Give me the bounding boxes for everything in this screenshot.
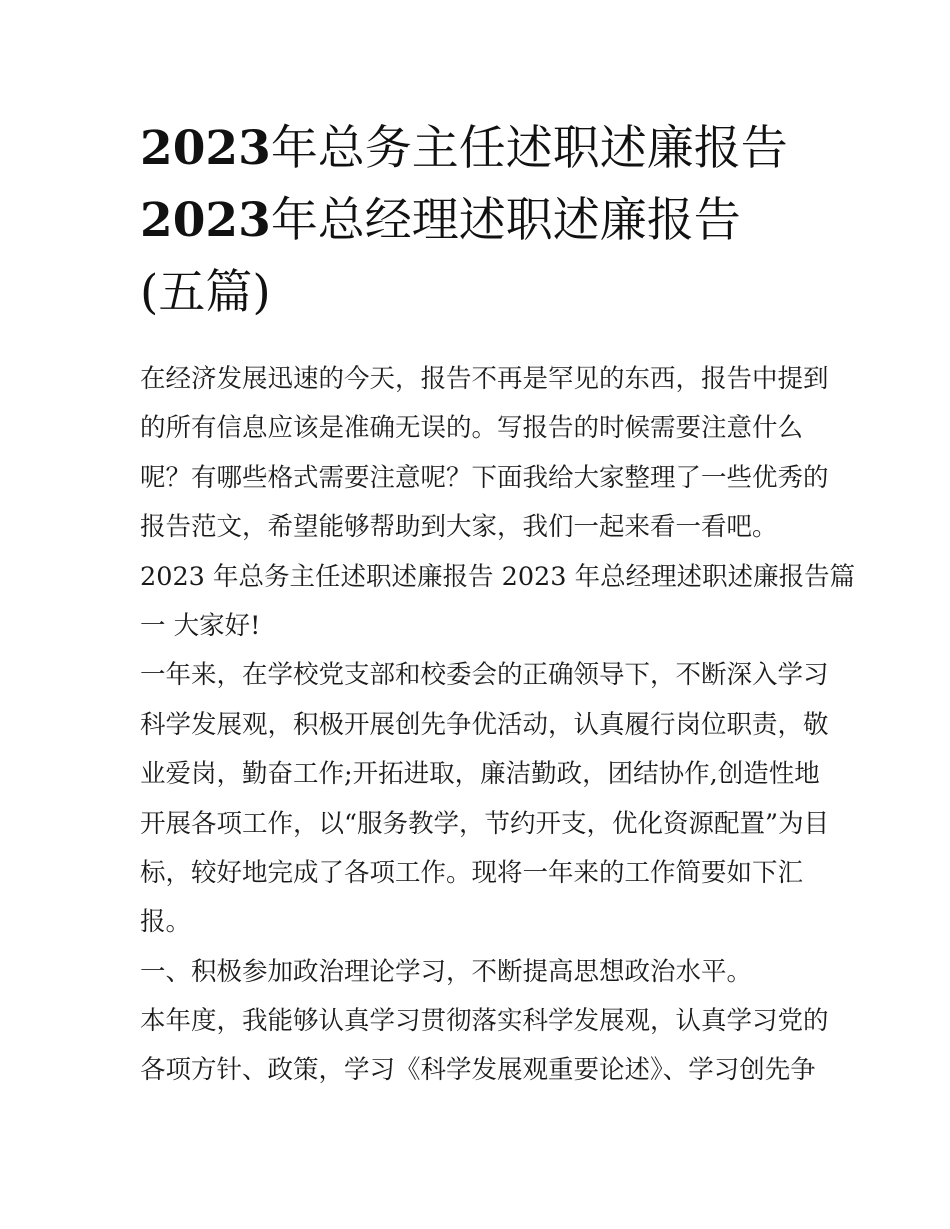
- title-line: 2023年总务主任述职述廉报告: [140, 121, 788, 176]
- body-line: 的所有信息应该是准确无误的。写报告的时候需要注意什么: [140, 413, 804, 444]
- body-line: 科学发展观，积极开展创先争优活动，认真履行岗位职责，敬: [140, 709, 829, 740]
- document-body: [140, 355, 856, 1096]
- body-line: 报。: [140, 907, 192, 938]
- body-line: 标，较好地完成了各项工作。现将一年来的工作简要如下汇: [140, 857, 804, 888]
- body-line: 开展各项工作，以“服务教学，节约开支，优化资源配置”为目: [140, 808, 830, 839]
- title-line: 2023年总经理述职述廉报告: [140, 193, 741, 248]
- body-line: 各项方针、政策，学习《科学发展观重要论述》、学习创先争: [140, 1055, 816, 1086]
- body-line: 本年度，我能够认真学习贯彻落实科学发展观，认真学习党的: [140, 1006, 829, 1037]
- document-title: [140, 113, 840, 329]
- body-line: 呢？有哪些格式需要注意呢？下面我给大家整理了一些优秀的: [140, 462, 829, 493]
- body-line: 一、积极参加政治理论学习，不断提高思想政治水平。: [140, 956, 753, 987]
- title-line: (五篇): [140, 265, 271, 320]
- body-line: 业爱岗，勤奋工作;开拓进取，廉洁勤政，团结协作,创造性地: [140, 759, 820, 790]
- body-line: 在经济发展迅速的今天，报告不再是罕见的东西，报告中提到: [140, 364, 829, 394]
- body-line: 2023 年总务主任述职述廉报告 2023 年总经理述职述廉报告篇: [140, 561, 856, 592]
- body-line: 一 大家好!: [140, 610, 261, 641]
- body-line: 报告范文，希望能够帮助到大家，我们一起来看一看吧。: [140, 512, 778, 543]
- body-line: 一年来，在学校党支部和校委会的正确领导下，不断深入学习: [140, 660, 829, 691]
